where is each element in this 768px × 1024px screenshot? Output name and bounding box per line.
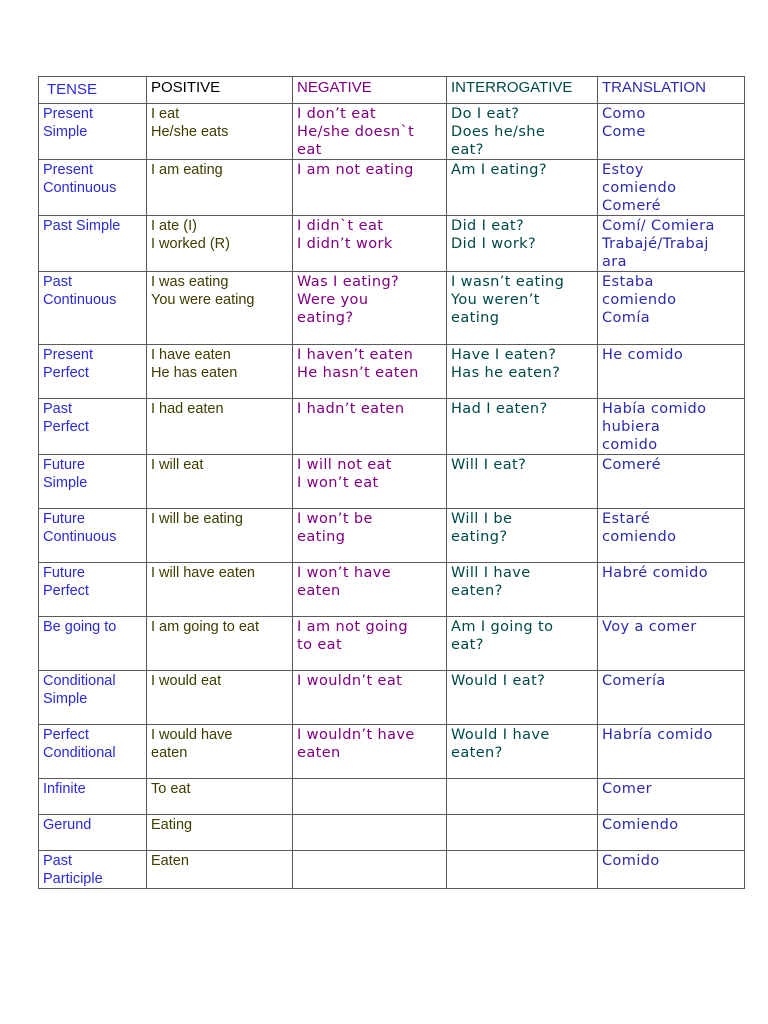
- interrogative-cell: [447, 779, 598, 815]
- translation-line: Voy a comer: [602, 619, 697, 635]
- positive-line: I worked (R): [151, 236, 230, 252]
- interrogative-cell: [447, 851, 598, 889]
- translation-line: Comería: [602, 673, 666, 689]
- tense-line: Gerund: [43, 817, 92, 833]
- interrogative-line: Will I eat?: [451, 457, 527, 473]
- interrogative-cell: [447, 671, 598, 725]
- translation-line: Estoy: [602, 162, 644, 178]
- interrogative-line: Had I eaten?: [451, 401, 548, 417]
- interrogative-line: Am I going to: [451, 619, 554, 635]
- translation-cell: [598, 779, 745, 815]
- tense-line: Perfect: [43, 365, 89, 381]
- negative-cell: [293, 399, 447, 455]
- interrogative-line: Did I eat?: [451, 218, 525, 234]
- header-translation: TRANSLATION: [598, 77, 745, 104]
- interrogative-line: Will I be: [451, 511, 513, 527]
- translation-line: Comeré: [602, 198, 662, 214]
- translation-cell: [598, 104, 745, 160]
- tense-line: Conditional: [43, 673, 116, 689]
- positive-cell: [147, 851, 293, 889]
- translation-line: comiendo: [602, 529, 677, 545]
- interrogative-line: eat?: [451, 637, 484, 653]
- negative-cell: [293, 272, 447, 345]
- positive-line: I am eating: [151, 162, 223, 178]
- positive-cell: [147, 399, 293, 455]
- tense-cell: [39, 455, 147, 509]
- translation-line: Trabajé/Trabaj: [602, 236, 709, 252]
- negative-cell: [293, 563, 447, 617]
- positive-cell: [147, 272, 293, 345]
- interrogative-cell: [447, 725, 598, 779]
- interrogative-line: eat?: [451, 142, 484, 158]
- table-row: [39, 104, 745, 160]
- translation-cell: [598, 509, 745, 563]
- translation-line: He comido: [602, 347, 684, 363]
- tense-line: Simple: [43, 124, 88, 140]
- tense-line: Present: [43, 347, 93, 363]
- positive-cell: [147, 455, 293, 509]
- table-row: [39, 509, 745, 563]
- tense-cell: [39, 725, 147, 779]
- positive-line: I will be eating: [151, 511, 243, 527]
- positive-line: You were eating: [151, 292, 255, 308]
- negative-line: eaten: [297, 745, 341, 761]
- negative-line: eating: [297, 529, 346, 545]
- translation-cell: [598, 815, 745, 851]
- negative-cell: [293, 671, 447, 725]
- negative-line: I didn`t eat: [297, 218, 384, 234]
- interrogative-line: eaten?: [451, 583, 503, 599]
- interrogative-line: You weren’t: [451, 292, 540, 308]
- header-interrogative: INTERROGATIVE: [447, 77, 598, 104]
- tense-cell: [39, 509, 147, 563]
- positive-cell: [147, 509, 293, 563]
- tense-line: Past: [43, 274, 73, 290]
- interrogative-cell: [447, 272, 598, 345]
- table-row: [39, 399, 745, 455]
- tense-line: Past Simple: [43, 218, 121, 234]
- interrogative-cell: [447, 216, 598, 272]
- table-row: [39, 345, 745, 399]
- table-row: [39, 563, 745, 617]
- positive-cell: [147, 725, 293, 779]
- positive-line: eaten: [151, 745, 188, 761]
- negative-line: I don’t eat: [297, 106, 376, 122]
- interrogative-cell: [447, 563, 598, 617]
- interrogative-cell: [447, 455, 598, 509]
- positive-cell: [147, 563, 293, 617]
- interrogative-line: Am I eating?: [451, 162, 547, 178]
- positive-line: I had eaten: [151, 401, 224, 417]
- interrogative-line: Would I eat?: [451, 673, 546, 689]
- tense-line: Present: [43, 162, 93, 178]
- negative-cell: [293, 216, 447, 272]
- negative-cell: [293, 815, 447, 851]
- negative-cell: [293, 725, 447, 779]
- positive-cell: [147, 617, 293, 671]
- positive-cell: [147, 216, 293, 272]
- tense-cell: [39, 815, 147, 851]
- header-row: [39, 77, 745, 104]
- tense-line: Continuous: [43, 529, 117, 545]
- negative-line: I wouldn’t have: [297, 727, 415, 743]
- negative-line: I am not eating: [297, 162, 414, 178]
- translation-line: Comí/ Comiera: [602, 218, 715, 234]
- tense-line: Simple: [43, 691, 88, 707]
- translation-cell: [598, 399, 745, 455]
- table-row: [39, 725, 745, 779]
- positive-line: Eaten: [151, 853, 189, 869]
- negative-line: eat: [297, 142, 322, 158]
- translation-cell: [598, 216, 745, 272]
- interrogative-cell: [447, 104, 598, 160]
- interrogative-line: Would I have: [451, 727, 550, 743]
- tense-line: Continuous: [43, 180, 117, 196]
- tense-line: Past: [43, 401, 73, 417]
- interrogative-line: I wasn’t eating: [451, 274, 565, 290]
- translation-cell: [598, 671, 745, 725]
- positive-line: I am going to eat: [151, 619, 260, 635]
- table-row: [39, 815, 745, 851]
- table-row: [39, 216, 745, 272]
- translation-cell: [598, 345, 745, 399]
- positive-line: He/she eats: [151, 124, 229, 140]
- translation-line: hubiera: [602, 419, 661, 435]
- interrogative-line: Do I eat?: [451, 106, 520, 122]
- translation-cell: [598, 617, 745, 671]
- negative-line: I hadn’t eaten: [297, 401, 405, 417]
- translation-line: Habría comido: [602, 727, 713, 743]
- translation-line: Comía: [602, 310, 651, 326]
- positive-cell: [147, 345, 293, 399]
- translation-cell: [598, 160, 745, 216]
- tense-line: Infinite: [43, 781, 86, 797]
- translation-line: ara: [602, 254, 627, 270]
- tense-cell: [39, 399, 147, 455]
- translation-cell: [598, 563, 745, 617]
- tense-cell: [39, 617, 147, 671]
- tense-line: Present: [43, 106, 93, 122]
- interrogative-cell: [447, 509, 598, 563]
- positive-line: I have eaten: [151, 347, 231, 363]
- negative-line: to eat: [297, 637, 343, 653]
- negative-line: He hasn’t eaten: [297, 365, 419, 381]
- header-negative: NEGATIVE: [293, 77, 447, 104]
- negative-line: I am not going: [297, 619, 408, 635]
- translation-line: Estaré: [602, 511, 651, 527]
- translation-line: comiendo: [602, 292, 677, 308]
- translation-line: Comido: [602, 853, 660, 869]
- header-positive: POSITIVE: [147, 77, 293, 104]
- translation-line: comido: [602, 437, 658, 453]
- table-row: [39, 272, 745, 345]
- negative-line: I won’t eat: [297, 475, 379, 491]
- positive-line: I would have: [151, 727, 233, 743]
- positive-line: I will eat: [151, 457, 204, 473]
- translation-cell: [598, 851, 745, 889]
- translation-line: Comer: [602, 781, 653, 797]
- positive-line: Eating: [151, 817, 193, 833]
- tense-cell: [39, 272, 147, 345]
- table-row: [39, 455, 745, 509]
- negative-cell: [293, 455, 447, 509]
- translation-line: Comiendo: [602, 817, 679, 833]
- tense-cell: [39, 671, 147, 725]
- translation-line: Habré comido: [602, 565, 709, 581]
- header-tense: TENSE: [39, 77, 147, 104]
- tense-cell: [39, 216, 147, 272]
- tense-line: Participle: [43, 871, 103, 887]
- negative-line: Were you: [297, 292, 369, 308]
- interrogative-line: eating: [451, 310, 500, 326]
- translation-line: Comeré: [602, 457, 662, 473]
- tense-line: Conditional: [43, 745, 116, 761]
- positive-line: I would eat: [151, 673, 222, 689]
- negative-cell: [293, 617, 447, 671]
- negative-line: eating?: [297, 310, 354, 326]
- tense-line: Continuous: [43, 292, 117, 308]
- negative-line: I will not eat: [297, 457, 392, 473]
- interrogative-cell: [447, 399, 598, 455]
- positive-cell: [147, 160, 293, 216]
- positive-line: I ate (I): [151, 218, 197, 234]
- tense-table: [38, 76, 745, 889]
- negative-line: I wouldn’t eat: [297, 673, 403, 689]
- positive-line: I will have eaten: [151, 565, 255, 581]
- translation-cell: [598, 272, 745, 345]
- tense-cell: [39, 851, 147, 889]
- table-row: [39, 779, 745, 815]
- table-body: [39, 104, 745, 889]
- positive-line: I was eating: [151, 274, 229, 290]
- negative-cell: [293, 509, 447, 563]
- translation-line: Había comido: [602, 401, 707, 417]
- interrogative-cell: [447, 815, 598, 851]
- negative-line: I didn’t work: [297, 236, 393, 252]
- table-row: [39, 160, 745, 216]
- tense-line: Future: [43, 457, 85, 473]
- interrogative-line: Does he/she: [451, 124, 546, 140]
- negative-cell: [293, 345, 447, 399]
- translation-line: Estaba: [602, 274, 654, 290]
- tense-line: Past: [43, 853, 73, 869]
- tense-line: Simple: [43, 475, 88, 491]
- negative-cell: [293, 779, 447, 815]
- positive-line: To eat: [151, 781, 191, 797]
- negative-line: Was I eating?: [297, 274, 400, 290]
- tense-line: Future: [43, 511, 85, 527]
- table-row: [39, 851, 745, 889]
- negative-cell: [293, 160, 447, 216]
- tense-line: Perfect: [43, 419, 89, 435]
- table-row: [39, 671, 745, 725]
- tense-line: Perfect: [43, 727, 89, 743]
- tense-line: Perfect: [43, 583, 89, 599]
- interrogative-cell: [447, 345, 598, 399]
- table-row: [39, 617, 745, 671]
- interrogative-cell: [447, 617, 598, 671]
- interrogative-line: Have I eaten?: [451, 347, 557, 363]
- positive-cell: [147, 779, 293, 815]
- positive-line: He has eaten: [151, 365, 238, 381]
- negative-line: He/she doesn`t: [297, 124, 415, 140]
- translation-line: Como: [602, 106, 646, 122]
- translation-line: comiendo: [602, 180, 677, 196]
- tense-cell: [39, 345, 147, 399]
- negative-line: I won’t have: [297, 565, 392, 581]
- negative-cell: [293, 104, 447, 160]
- tense-cell: [39, 160, 147, 216]
- positive-cell: [147, 815, 293, 851]
- interrogative-line: Will I have: [451, 565, 531, 581]
- negative-cell: [293, 851, 447, 889]
- translation-cell: [598, 725, 745, 779]
- interrogative-line: Did I work?: [451, 236, 537, 252]
- negative-line: I haven’t eaten: [297, 347, 414, 363]
- tense-line: Be going to: [43, 619, 117, 635]
- translation-line: Come: [602, 124, 646, 140]
- interrogative-line: eaten?: [451, 745, 503, 761]
- positive-line: I eat: [151, 106, 180, 122]
- translation-cell: [598, 455, 745, 509]
- positive-cell: [147, 671, 293, 725]
- tense-line: Future: [43, 565, 85, 581]
- interrogative-line: eating?: [451, 529, 508, 545]
- tense-cell: [39, 779, 147, 815]
- interrogative-cell: [447, 160, 598, 216]
- tense-cell: [39, 563, 147, 617]
- negative-line: I won’t be: [297, 511, 373, 527]
- negative-line: eaten: [297, 583, 341, 599]
- tense-cell: [39, 104, 147, 160]
- positive-cell: [147, 104, 293, 160]
- interrogative-line: Has he eaten?: [451, 365, 561, 381]
